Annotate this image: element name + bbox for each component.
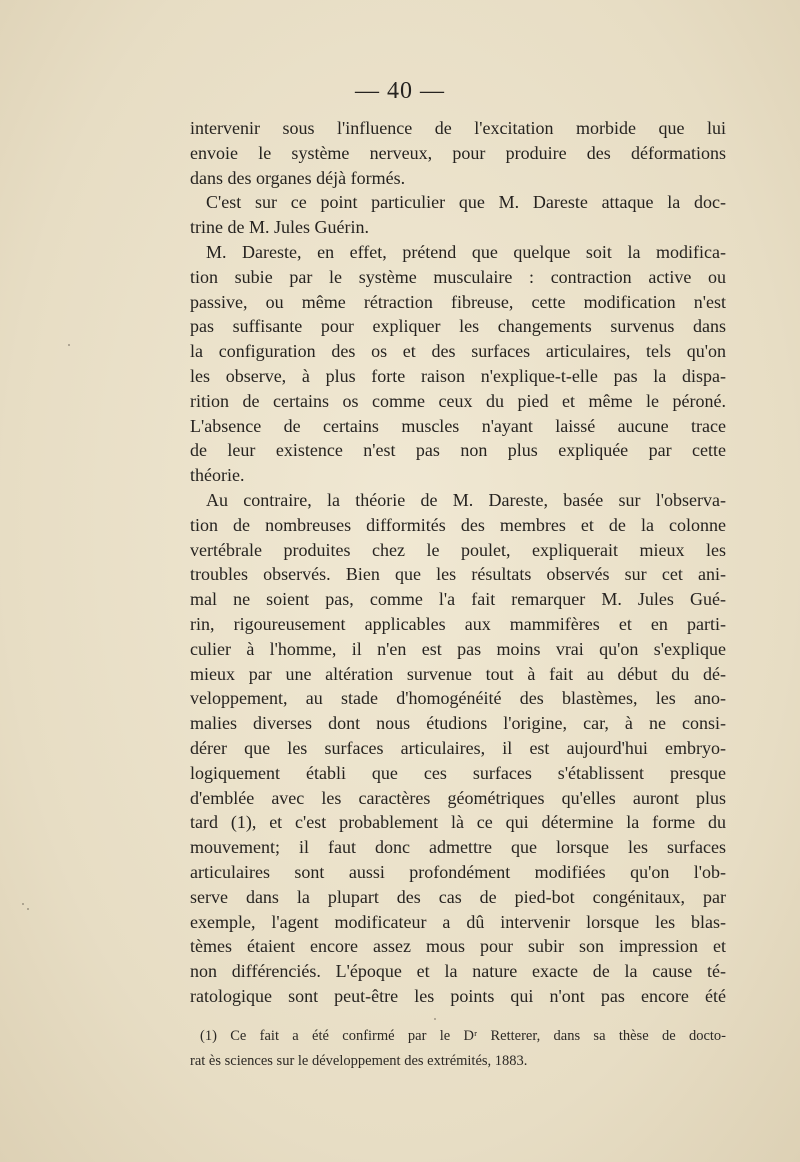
- body-text: [190, 116, 726, 1009]
- text-line: non différenciés. L'époque et la nature exacte de la cause té-: [190, 961, 726, 982]
- text-line: trine de M. Jules Guérin.: [190, 217, 369, 238]
- page-number: — 40 —: [355, 78, 445, 104]
- footnote-line: (1) Ce fait a été confirmé par le Dʳ Retterer, dans sa thèse de docto-: [200, 1028, 726, 1044]
- text-line: malies diverses dont nous étudions l'origine, car, à ne consi-: [190, 713, 726, 734]
- text-line: tard (1), et c'est probablement là ce qui détermine la forme du: [190, 812, 726, 833]
- paper-speck: [27, 908, 29, 910]
- footnote-line: rat ès sciences sur le développement des extrémités, 1883.: [190, 1053, 528, 1069]
- text-line: logiquement établi que ces surfaces s'établissent presque: [190, 762, 726, 783]
- text-line: rition de certains os comme ceux du pied et même le péroné.: [190, 390, 726, 411]
- text-line: passive, ou même rétraction fibreuse, cette modification n'est: [190, 291, 726, 312]
- text-line: exemple, l'agent modificateur a dû intervenir lorsque les blas-: [190, 911, 726, 932]
- text-line: intervenir sous l'influence de l'excitation morbide que lui: [190, 118, 726, 138]
- text-line: tion de nombreuses difformités des membres et de la colonne: [190, 514, 726, 535]
- text-line: articulaires sont aussi profondément modifiées qu'on l'ob-: [190, 861, 726, 882]
- text-line: Au contraire, la théorie de M. Dareste, basée sur l'observa-: [206, 489, 726, 510]
- text-line: la configuration des os et des surfaces articulaires, tels qu'on: [190, 341, 726, 362]
- text-line: dérer que les surfaces articulaires, il est aujourd'hui embryo-: [190, 737, 726, 758]
- text-line: serve dans la plupart des cas de pied-bot congénitaux, par: [190, 886, 726, 907]
- text-line: pas suffisante pour expliquer les changements survenus dans: [190, 316, 726, 337]
- text-line: mieux par une altération survenue tout à fait au début du dé-: [190, 663, 726, 684]
- text-line: dans des organes déjà formés.: [190, 167, 406, 188]
- text-line: envoie le système nerveux, pour produire des déformations: [190, 142, 726, 163]
- text-line: rin, rigoureusement applicables aux mammifères et en parti-: [190, 613, 726, 634]
- text-line: les observe, à plus forte raison n'explique-t-elle pas la dispa-: [190, 365, 726, 386]
- paper-speck: [68, 344, 70, 346]
- paper-speck: [22, 903, 24, 905]
- text-line: tèmes étaient encore assez mous pour subir son impression et: [190, 936, 726, 957]
- text-line: veloppement, au stade d'homogénéité des blastèmes, les ano-: [190, 688, 726, 709]
- text-line: C'est sur ce point particulier que M. Dareste attaque la doc-: [206, 192, 726, 213]
- text-line: culier à l'homme, il n'en est pas moins vrai qu'on s'explique: [190, 638, 726, 659]
- text-line: troubles observés. Bien que les résultats observés sur cet ani-: [190, 564, 726, 585]
- text-line: d'emblée avec les caractères géométriques qu'elles auront plus: [190, 787, 726, 808]
- text-line: mal ne soient pas, comme l'a fait remarquer M. Jules Gué-: [190, 589, 726, 610]
- text-line: mouvement; il faut donc admettre que lorsque les surfaces: [190, 837, 726, 858]
- text-line: L'absence de certains muscles n'ayant laissé aucune trace: [190, 415, 726, 436]
- text-line: vertébrale produites chez le poulet, expliquerait mieux les: [190, 539, 726, 560]
- paper-speck: [434, 1018, 436, 1020]
- text-line: théorie.: [190, 465, 245, 486]
- text-line: ratologique sont peut-être les points qui n'ont pas encore été: [190, 985, 726, 1006]
- footnote: [190, 1024, 726, 1074]
- text-line: M. Dareste, en effet, prétend que quelque soit la modifica-: [206, 241, 726, 262]
- text-line: de leur existence n'est pas non plus expliquée par cette: [190, 440, 726, 461]
- text-line: tion subie par le système musculaire : contraction active ou: [190, 266, 726, 287]
